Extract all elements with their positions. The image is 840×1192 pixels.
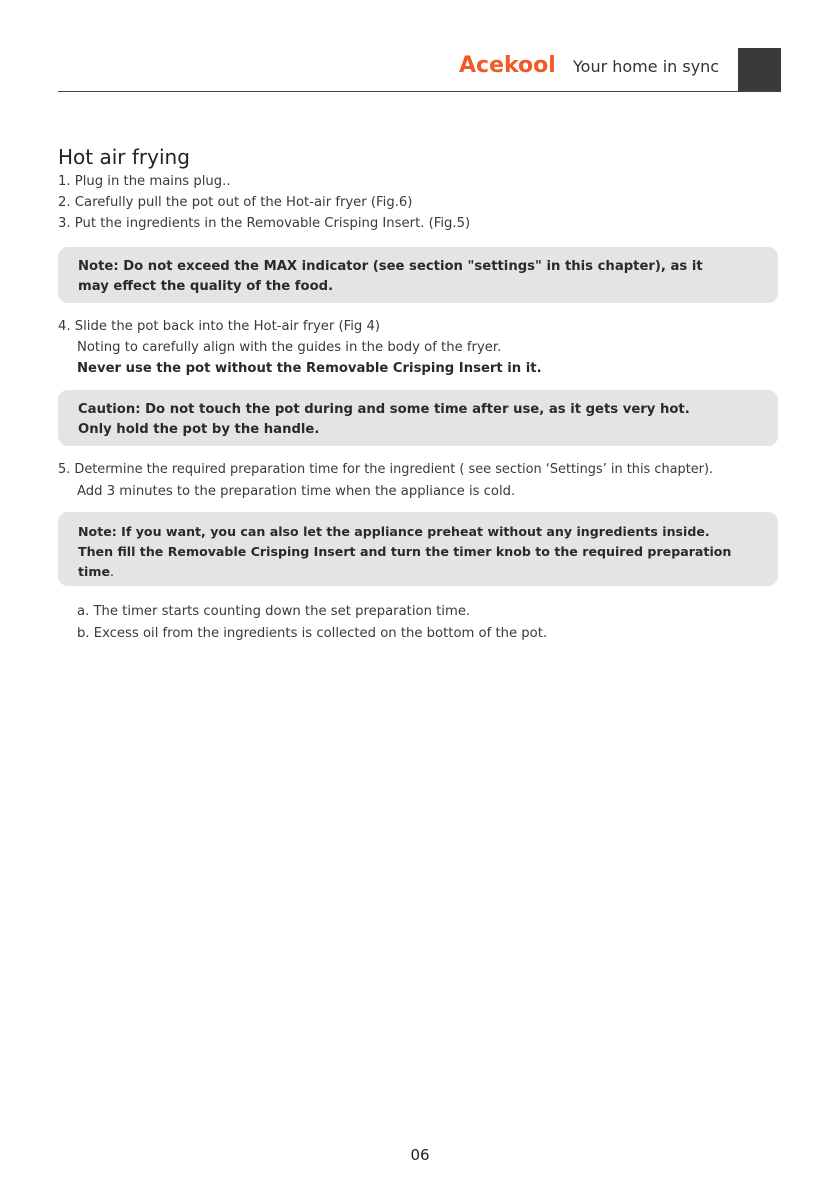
step-2: 2. Carefully pull the pot out of the Hot-air fryer (Fig.6)	[58, 195, 413, 210]
note-line: may effect the quality of the food.	[78, 279, 334, 294]
caution-box	[58, 390, 778, 446]
corner-tab	[738, 48, 781, 92]
step-4: 4. Slide the pot back into the Hot-air fryer (Fig 4)	[58, 319, 381, 334]
header-divider	[58, 91, 781, 92]
step-5-detail: Add 3 minutes to the preparation time when the appliance is cold.	[77, 484, 516, 499]
brand-logo: Acekool	[459, 53, 556, 78]
section-title: Hot air frying	[58, 145, 190, 169]
page-header	[0, 0, 840, 92]
step-4-detail: Noting to carefully align with the guides in the body of the fryer.	[77, 340, 502, 355]
note-time-word: time	[78, 564, 111, 579]
substep-a: a. The timer starts counting down the set preparation time.	[77, 604, 471, 619]
page-number: 06	[410, 1146, 430, 1164]
step-5: 5. Determine the required preparation time for the ingredient ( see section ‘Settings’ in this chapter).	[58, 462, 714, 477]
note-line: Note: Do not exceed the MAX indicator (see section "settings" in this chapter), as it	[78, 259, 703, 274]
caution-line: Caution: Do not touch the pot during and some time after use, as it gets very hot.	[78, 402, 690, 417]
substep-b: b. Excess oil from the ingredients is collected on the bottom of the pot.	[77, 626, 548, 641]
note-period: .	[110, 564, 115, 579]
step-3: 3. Put the ingredients in the Removable Crisping Insert. (Fig.5)	[58, 216, 471, 231]
note-line: Note: If you want, you can also let the appliance preheat without any ingredients inside.	[78, 524, 710, 539]
note-line	[78, 562, 760, 582]
note-box-preheat	[58, 512, 778, 586]
note-line: Then fill the Removable Crisping Insert and turn the timer knob to the required preparation	[78, 544, 732, 559]
step-1: 1. Plug in the mains plug..	[58, 174, 231, 189]
brand-tagline: Your home in sync	[573, 57, 720, 76]
step-4-warning: Never use the pot without the Removable Crisping Insert in it.	[77, 361, 542, 376]
note-box-max	[58, 247, 778, 303]
caution-line: Only hold the pot by the handle.	[78, 422, 320, 437]
